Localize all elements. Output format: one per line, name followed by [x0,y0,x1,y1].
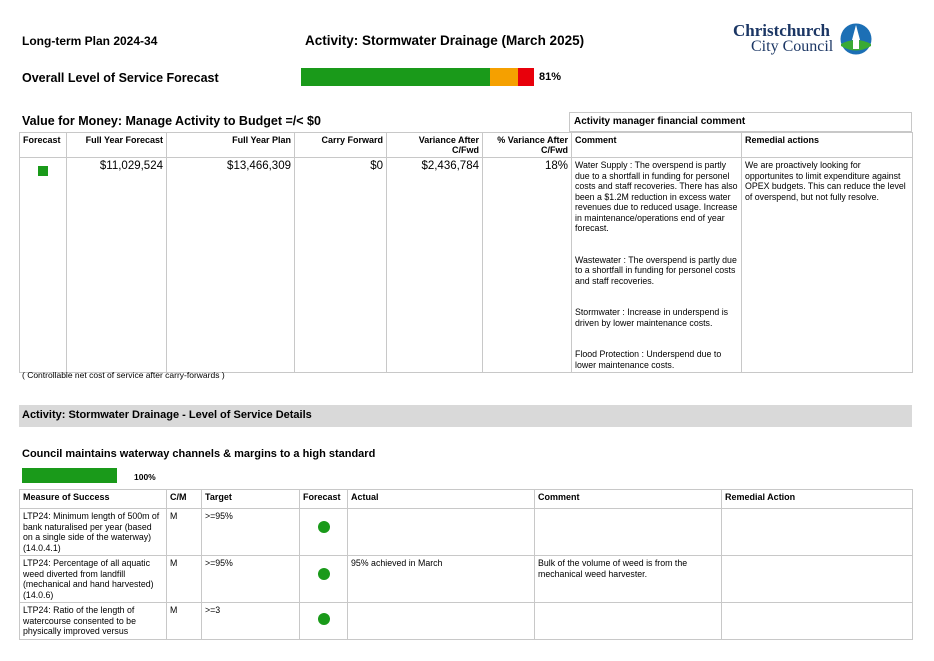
col-carry-forward: Carry Forward [295,133,387,158]
los-progress-fill [22,468,117,483]
activity-title: Activity: Stormwater Drainage (March 2025) [305,33,585,48]
plan-title: Long-term Plan 2024-34 [22,34,158,48]
los-band [19,405,912,427]
col-full-year-forecast: Full Year Forecast [67,133,167,158]
col-forecast: Forecast [300,490,348,509]
full-year-plan-value: $13,466,309 [167,158,295,373]
measure-cell: LTP24: Percentage of all aquatic weed diverted from landfill (mechanical and hand harvested) (14.0.6) [20,556,167,603]
col-remedial-actions: Remedial actions [742,133,913,158]
comment-cell [535,603,722,640]
actual-cell: 95% achieved in March [348,556,535,603]
col-full-year-plan: Full Year Plan [167,133,295,158]
col-comment: Comment [572,133,742,158]
remedial-cell: We are proactively looking for opportunites to limit expenditure against OPEX budgets. This can reduce the level of overspend, but not fully resolve. [742,158,913,373]
overall-los-label: Overall Level of Service Forecast [22,71,219,85]
cathedral-icon [839,22,873,56]
col-comment: Comment [535,490,722,509]
comment-water-supply: Water Supply : The overspend is partly due to a shortfall in funding for personel costs and staff recoveries. There has also been a $1.2M reduction in excess water revenues due to reduced usage. Increase in maintenance/operations end of year forecast. [575,160,738,233]
variance-value: $2,436,784 [387,158,483,373]
forecast-cell [20,158,67,373]
actual-cell [348,603,535,640]
bar-segment-red [518,68,534,86]
forecast-cell [300,509,348,556]
overall-los-bar [301,68,534,86]
table-row [20,556,913,603]
remedial-cell [722,603,913,640]
los-band-title: Activity: Stormwater Drainage - Level of Service Details [22,409,312,421]
comment-wastewater: Wastewater : The overspend is partly due to a shortfall in funding for personel costs and staff recoveries. [575,254,737,286]
council-logo [733,22,878,58]
logo-line1: Christchurch [733,21,830,40]
financial-comment-title: Activity manager financial comment [569,112,912,132]
overall-los-percent: 81% [539,71,562,83]
col-actual: Actual [348,490,535,509]
col-cm: C/M [167,490,202,509]
remedial-cell [722,509,913,556]
forecast-status-dot [318,521,330,533]
actual-cell [348,509,535,556]
target-cell: >=95% [202,556,300,603]
forecast-status-dot [318,568,330,580]
los-subtitle: Council maintains waterway channels & margins to a high standard [22,448,376,460]
col-target: Target [202,490,300,509]
target-cell: >=95% [202,509,300,556]
logo-line2: City Council [751,38,834,55]
comment-stormwater: Stormwater : Increase in underspend is driven by lower maintenance costs. [575,307,729,328]
vfm-table [19,132,913,373]
vfm-footnote: ( Controllable net cost of service after carry-forwards ) [22,370,225,380]
col-variance: Variance After C/Fwd [387,133,483,158]
comment-cell: Bulk of the volume of weed is from the mechanical weed harvester. [535,556,722,603]
los-percent: 100% [134,472,156,482]
comment-cell [535,509,722,556]
forecast-status-indicator [38,166,48,176]
col-measure: Measure of Success [20,490,167,509]
target-cell: >=3 [202,603,300,640]
cm-cell: M [167,603,202,640]
carry-forward-value: $0 [295,158,387,373]
col-forecast: Forecast [20,133,67,158]
table-row [20,603,913,640]
cm-cell: M [167,556,202,603]
forecast-status-dot [318,613,330,625]
comment-flood-protection: Flood Protection : Underspend due to lower maintenance costs. [575,349,722,370]
los-progress-bar [22,468,117,483]
comment-cell [572,158,742,373]
cm-cell: M [167,509,202,556]
bar-segment-orange [490,68,518,86]
forecast-cell [300,603,348,640]
forecast-cell [300,556,348,603]
col-pct-variance: % Variance After C/Fwd [483,133,572,158]
full-year-forecast-value: $11,029,524 [67,158,167,373]
table-row [20,509,913,556]
col-remedial-action: Remedial Action [722,490,913,509]
vfm-title: Value for Money: Manage Activity to Budget =/< $0 [22,114,321,128]
measure-cell: LTP24: Ratio of the length of watercourse consented to be physically improved versus [20,603,167,640]
los-table [19,489,913,640]
measure-cell: LTP24: Minimum length of 500m of bank naturalised per year (based on a single side of the waterway) (14.0.4.1) [20,509,167,556]
bar-segment-green [301,68,490,86]
pct-variance-value: 18% [483,158,572,373]
remedial-cell [722,556,913,603]
